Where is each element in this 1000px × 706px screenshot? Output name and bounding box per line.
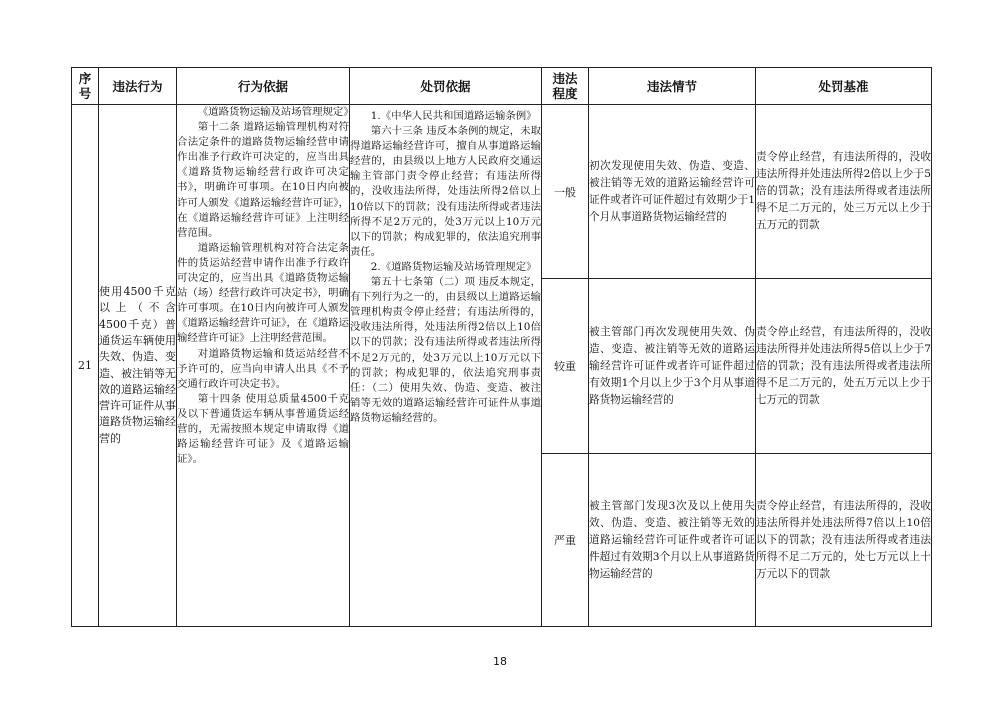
basis-para: 第十二条 道路运输管理机构对符合法定条件的道路货物运输经营申请作出准予行政许可决定的，应当出具《道路货物运输经营行政许可决定书》，明确许可事项。在10日内向被许可人颁发《道路运输经营许可证》，在《道路运输经营许可证》上注明经营范围。 xyxy=(177,121,349,239)
penalty-para: 第六十三条 违反本条例的规定，未取得道路运输经营许可，擅自从事道路运输经营的，由县级以上地方人民政府交通运输主管部门责令停止经营；有违法所得的，没收违法所得，处违法所得2倍以上10倍以下的罚款；没有违法所得或者违法所得不足2万元的，处3万元以上10万元以下的罚款；构成犯罪的，依法追究刑事责任。 xyxy=(350,125,541,258)
standard-serious: 责令停止经营，有违法所得的，没收违法所得并处违法所得5倍以上少于7倍的罚款；没有违法所得或者违法所得不足二万元的，处五万元以上少于七万元的罚款 xyxy=(756,279,932,454)
header-penalty-basis: 处罚依据 xyxy=(350,68,542,105)
basis-para: 《道路货物运输及站场管理规定》 xyxy=(197,106,354,118)
degree-severe: 严重 xyxy=(542,454,589,627)
penalty-basis xyxy=(350,105,542,627)
penalty-para: 第五十七条第（二）项 违反本规定，有下列行为之一的，由县级以上道路运输管理机构责令停止经营；有违法所得的，没收违法所得，处违法所得2倍以上10倍以下的罚款；没有违法所得或者违法所得不足2万元的，处3万元以上10万元以下的罚款；构成犯罪的，依法追究刑事责任：（二）使用失效、伪造、变造、被注销等无效的道路运输经营许可证件从事道路货物运输经营的。 xyxy=(350,276,541,424)
header-standard: 处罚基准 xyxy=(756,68,932,105)
basis-para: 对道路货物运输和货运站经营不予许可的，应当向申请人出具《不予交通行政许可决定书》。 xyxy=(177,347,349,390)
header-no: 序号 xyxy=(72,68,99,105)
circumstance-general: 初次发现使用失效、伪造、变造、被注销等无效的道路运输经营许可证件或者许可证件超过有效期少于1个月从事道路货物运输经营的 xyxy=(589,105,756,279)
degree-serious: 较重 xyxy=(542,279,589,454)
standard-severe: 责令停止经营，有违法所得的，没收违法所得并处违法所得7倍以上10倍以下的罚款；没有违法所得或者违法所得不足二万元的，处七万元以上十万元以下的罚款 xyxy=(756,454,932,627)
penalty-para: 1.《中华人民共和国道路运输条例》 xyxy=(370,110,537,122)
header-act: 违法行为 xyxy=(99,68,177,105)
page-number: 18 xyxy=(493,655,507,668)
table-row-level-1 xyxy=(72,105,932,279)
header-row xyxy=(72,68,932,105)
row-number: 21 xyxy=(72,105,99,627)
violation-act: 使用4500千克以上（不含4500千克）普通货运车辆使用失效、伪造、变造、被注销等无效的道路运输经营许可证件从事道路货物运输经营的 xyxy=(99,105,177,627)
header-basis: 行为依据 xyxy=(177,68,350,105)
header-circumstance: 违法情节 xyxy=(589,68,756,105)
circumstance-serious: 被主管部门再次发现使用失效、伪造、变造、被注销等无效的道路运输经营许可证件或者许可证件超过有效期1个月以上少于3个月从事道路货物运输经营的 xyxy=(589,279,756,454)
penalty-para: 2.《道路货物运输及站场管理规定》 xyxy=(370,260,537,273)
basis-para: 道路运输管理机构对符合法定条件的货运站经营申请作出准予行政许可决定的，应当出具《道路货物运输站（场）经营行政许可决定书》，明确许可事项。在10日内向被许可人颁发《道路运输经营许可证》，在《道路运输经营许可证》上注明经营范围。 xyxy=(177,241,349,345)
standard-general: 责令停止经营，有违法所得的，没收违法所得并处违法所得2倍以上少于5倍的罚款；没有违法所得或者违法所得不足二万元的，处三万元以上少于五万元的罚款 xyxy=(756,105,932,279)
header-degree: 违法程度 xyxy=(542,68,589,105)
behavior-basis xyxy=(177,105,354,627)
basis-para: 第十四条 使用总质量4500千克及以下普通货运车辆从事普通货运经营的，无需按照本规定申请取得《道路运输经营许可证》及《道路运输证》。 xyxy=(177,392,349,466)
degree-general: 一般 xyxy=(542,105,589,279)
penalty-standard-table xyxy=(71,67,932,627)
circumstance-severe: 被主管部门发现3次及以上使用失效、伪造、变造、被注销等无效的道路运输经营许可证件或者许可证件超过有效期3个月以上从事道路货物运输经营的 xyxy=(589,454,756,627)
